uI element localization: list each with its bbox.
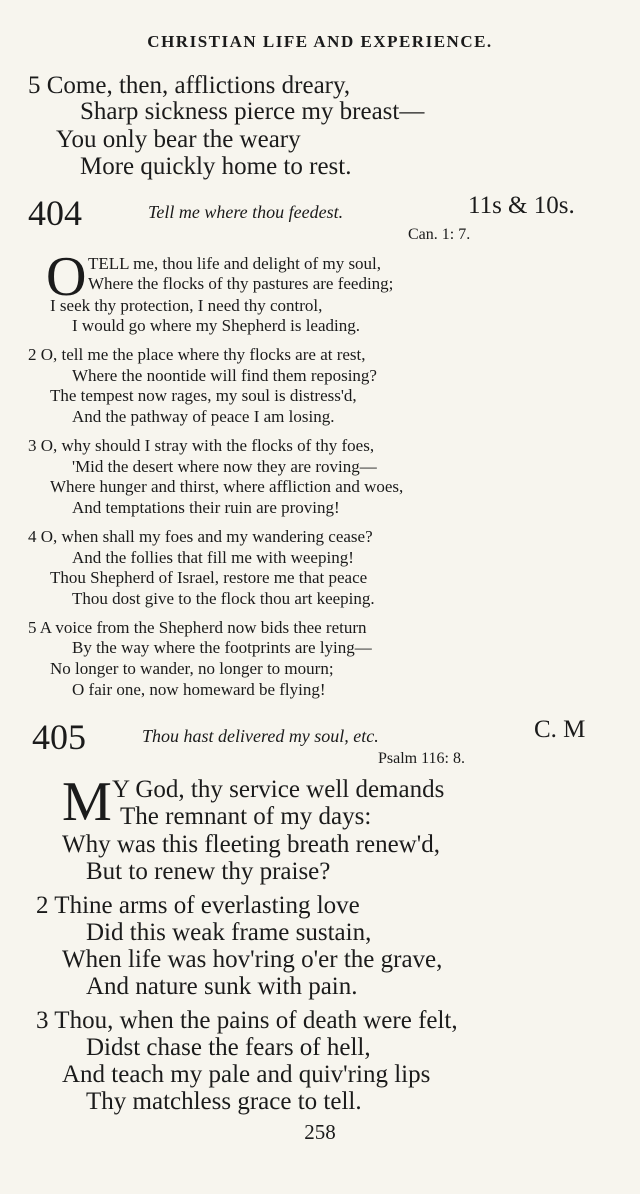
hymn-title: Thou hast delivered my soul, etc. [142,726,379,746]
verse-line: TELL me, thou life and delight of my soul, [88,254,382,273]
scripture-reference: Psalm 116: 8. [378,750,465,767]
verse-line: And nature sunk with pain. [86,973,358,1000]
scripture-reference: Can. 1: 7. [408,226,471,243]
verse-line: 5 A voice from the Shepherd now bids thee return [28,618,367,637]
verse-line: 4 O, when shall my foes and my wandering cease? [28,527,373,546]
verse-line: And the follies that fill me with weeping! [72,548,354,567]
page-number: 258 [304,1120,336,1144]
verse-line: But to renew thy praise? [86,858,331,885]
verse-line: No longer to wander, no longer to mourn; [50,659,334,678]
hymn-number: 405 [32,717,86,757]
verse-line: 2 O, tell me the place where thy flocks are at rest, [28,345,366,364]
verse-line: And temptations their ruin are proving! [72,498,340,517]
verse-line: Where the noontide will find them reposing? [72,366,377,385]
verse-line: 3 Thou, when the pains of death were felt, [36,1007,458,1034]
prev-hymn-line: More quickly home to rest. [80,153,352,180]
verse-line: 3 O, why should I stray with the flocks of thy foes, [28,436,375,455]
verse-line: The tempest now rages, my soul is distress'd, [50,386,357,405]
verse-line: 2 Thine arms of everlasting love [36,892,360,919]
drop-cap: O [46,246,87,308]
prev-hymn-line: Sharp sickness pierce my breast— [80,98,425,125]
verse-line: Did this weak frame sustain, [86,919,372,946]
hymn-meter: 11s & 10s. [468,192,575,219]
verse-line: Where hunger and thirst, where affliction and woes, [50,477,404,496]
hymn-number: 404 [28,193,82,233]
prev-hymn-line: You only bear the weary [56,126,301,153]
verse-line: I seek thy protection, I need thy control, [50,296,323,315]
verse-line: Thou Shepherd of Israel, restore me that peace [50,568,368,587]
hymn-meter: C. M [534,716,586,743]
verse-line: When life was hov'ring o'er the grave, [62,946,443,973]
hymn-title: Tell me where thou feedest. [148,202,344,222]
verse-line: 'Mid the desert where now they are roving— [72,457,377,476]
verse-line: And teach my pale and quiv'ring lips [62,1061,431,1088]
verse-line: O fair one, now homeward be flying! [72,680,326,699]
verse-line: Where the flocks of thy pastures are feeding; [88,274,394,293]
verse-line: And the pathway of peace I am losing. [72,407,335,426]
verse-line: I would go where my Shepherd is leading. [72,316,360,335]
running-head: CHRISTIAN LIFE AND EXPERIENCE. [147,32,493,51]
prev-hymn-line: 5 Come, then, afflictions dreary, [28,72,351,99]
verse-line: Why was this fleeting breath renew'd, [62,831,440,858]
verse-line: Thou dost give to the flock thou art keeping. [72,589,375,608]
verse-line: Didst chase the fears of hell, [86,1034,371,1061]
verse-line: By the way where the footprints are lying— [72,638,372,657]
verse-line: The remnant of my days: [120,803,372,830]
verse-line: Y God, thy service well demands [112,776,445,803]
drop-cap: M [62,771,112,833]
verse-line: Thy matchless grace to tell. [86,1088,362,1115]
